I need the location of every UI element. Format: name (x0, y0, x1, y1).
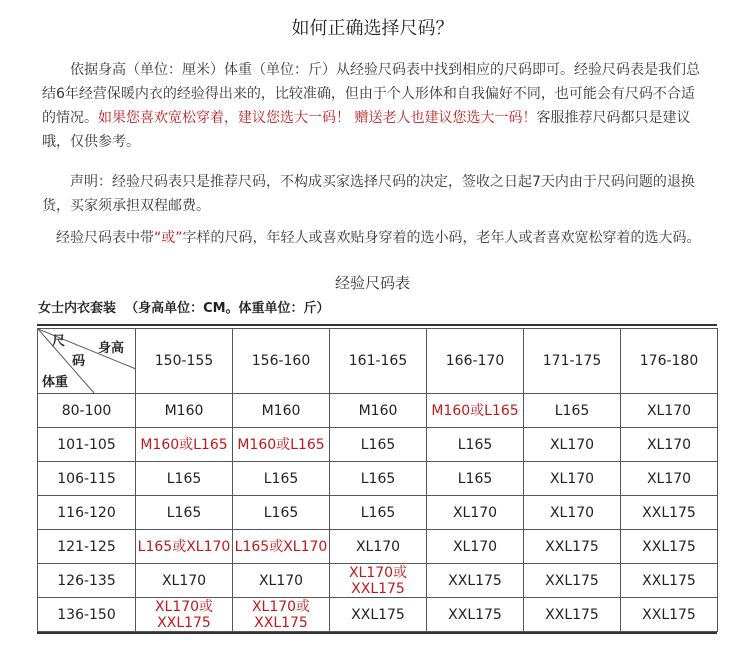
size-cell: XXL175 (524, 598, 621, 632)
size-cell: L165 (136, 462, 233, 496)
table-row (38, 496, 718, 530)
size-cell: L165 (524, 394, 621, 428)
size-cell: XXL175 (524, 530, 621, 564)
size-cell: XL170 (136, 564, 233, 598)
size-cell: XL170 (427, 530, 524, 564)
size-cell: XL170 (524, 462, 621, 496)
size-cell-alternative: XL170或XXL175 (136, 598, 233, 632)
weight-row-header: 101-105 (38, 428, 136, 462)
intro-text: 依据身高（单位：厘米）体重（单位：斤）从经验尺码表中找到相应的尺码即可。经验尺码表是我们总结6年经营保暖内衣的经验得出来的，比较准确，但由于个人形体和自我偏好不同，也可能会有尺码不合适的情况。 (42, 62, 700, 126)
size-cell: XL170 (621, 462, 718, 496)
size-cell: L165 (136, 496, 233, 530)
table-top-rule (37, 324, 717, 326)
size-cell: XXL175 (621, 598, 718, 632)
page-title: 如何正确选择尺码？ (291, 18, 454, 39)
height-column-header: 171-175 (524, 329, 621, 394)
height-column-header: 150-155 (136, 329, 233, 394)
weight-row-header: 136-150 (38, 598, 136, 632)
size-cell: XXL175 (427, 564, 524, 598)
intro-red-advice: 如果您喜欢宽松穿着，建议您选大一码！ 赠送老人也建议您选大一码！ (98, 110, 537, 126)
size-chart-table (37, 328, 718, 632)
size-cell: XL170 (524, 428, 621, 462)
size-cell: M160 (233, 394, 330, 428)
or-note-red-word: “或” (154, 230, 183, 246)
size-cell: L165 (427, 462, 524, 496)
intro-paragraph (42, 58, 702, 154)
weight-row-header: 116-120 (38, 496, 136, 530)
or-note-text-end: 字样的尺码，年轻人或喜欢贴身穿着的选小码，老年人或者喜欢宽松穿着的选大码。 (182, 230, 701, 246)
weight-row-header: 80-100 (38, 394, 136, 428)
corner-label-height: 身高 (98, 341, 125, 356)
size-cell-alternative: L165或XL170 (233, 530, 330, 564)
size-cell: XXL175 (621, 564, 718, 598)
weight-row-header: 126-135 (38, 564, 136, 598)
caption-units-note: （身高单位：CM。体重单位：斤） (125, 301, 330, 316)
size-cell: XXL175 (427, 598, 524, 632)
table-header-row (38, 329, 718, 394)
size-cell: L165 (233, 462, 330, 496)
table-title: 经验尺码表 (334, 274, 410, 292)
height-column-header: 166-170 (427, 329, 524, 394)
height-column-header: 156-160 (233, 329, 330, 394)
size-cell: XXL175 (621, 530, 718, 564)
size-cell-alternative: M160或L165 (136, 428, 233, 462)
size-cell-alternative: L165或XL170 (136, 530, 233, 564)
height-column-header: 161-165 (330, 329, 427, 394)
size-cell: L165 (427, 428, 524, 462)
or-note-text: 经验尺码表中带 (56, 230, 154, 246)
size-cell-alternative: M160或L165 (233, 428, 330, 462)
corner-label-weight: 体重 (42, 375, 69, 390)
size-cell: XL170 (524, 496, 621, 530)
size-cell: XXL175 (330, 598, 427, 632)
size-cell: XL170 (621, 428, 718, 462)
size-cell: XXL175 (524, 564, 621, 598)
table-row (38, 530, 718, 564)
size-cell-alternative: M160或L165 (427, 394, 524, 428)
table-row (38, 598, 718, 632)
table-row (38, 564, 718, 598)
weight-row-header: 121-125 (38, 530, 136, 564)
height-column-header: 176-180 (621, 329, 718, 394)
disclaimer-paragraph: 声明：经验尺码表只是推荐尺码，不构成买家选择尺码的决定，签收之日起7天内由于尺码问题的退换货，买家须承担双程邮费。 (42, 174, 695, 214)
size-cell: XL170 (427, 496, 524, 530)
size-cell: L165 (330, 462, 427, 496)
size-cell: XL170 (233, 564, 330, 598)
table-row (38, 394, 718, 428)
size-cell: XXL175 (621, 496, 718, 530)
size-cell: M160 (136, 394, 233, 428)
corner-header-cell (38, 329, 136, 394)
size-cell: L165 (233, 496, 330, 530)
size-cell: M160 (330, 394, 427, 428)
size-cell: XL170 (330, 530, 427, 564)
caption-label: 女士内衣套装 (38, 301, 117, 316)
or-note-paragraph (42, 226, 702, 250)
corner-label-size-2: 码 (72, 354, 86, 369)
table-row (38, 428, 718, 462)
table-row (38, 462, 718, 496)
size-cell-alternative: XL170或XXL175 (330, 564, 427, 598)
weight-row-header: 106-115 (38, 462, 136, 496)
size-cell-alternative: XL170或XXL175 (233, 598, 330, 632)
table-caption (38, 297, 330, 316)
corner-label-size-1: 尺 (52, 334, 66, 349)
table-bottom-rule (37, 632, 717, 634)
size-cell: XL170 (621, 394, 718, 428)
size-cell: L165 (330, 428, 427, 462)
intro-text-end: 客服推荐尺码都只是建议哦，仅供参考。 (42, 110, 691, 150)
size-cell: L165 (330, 496, 427, 530)
